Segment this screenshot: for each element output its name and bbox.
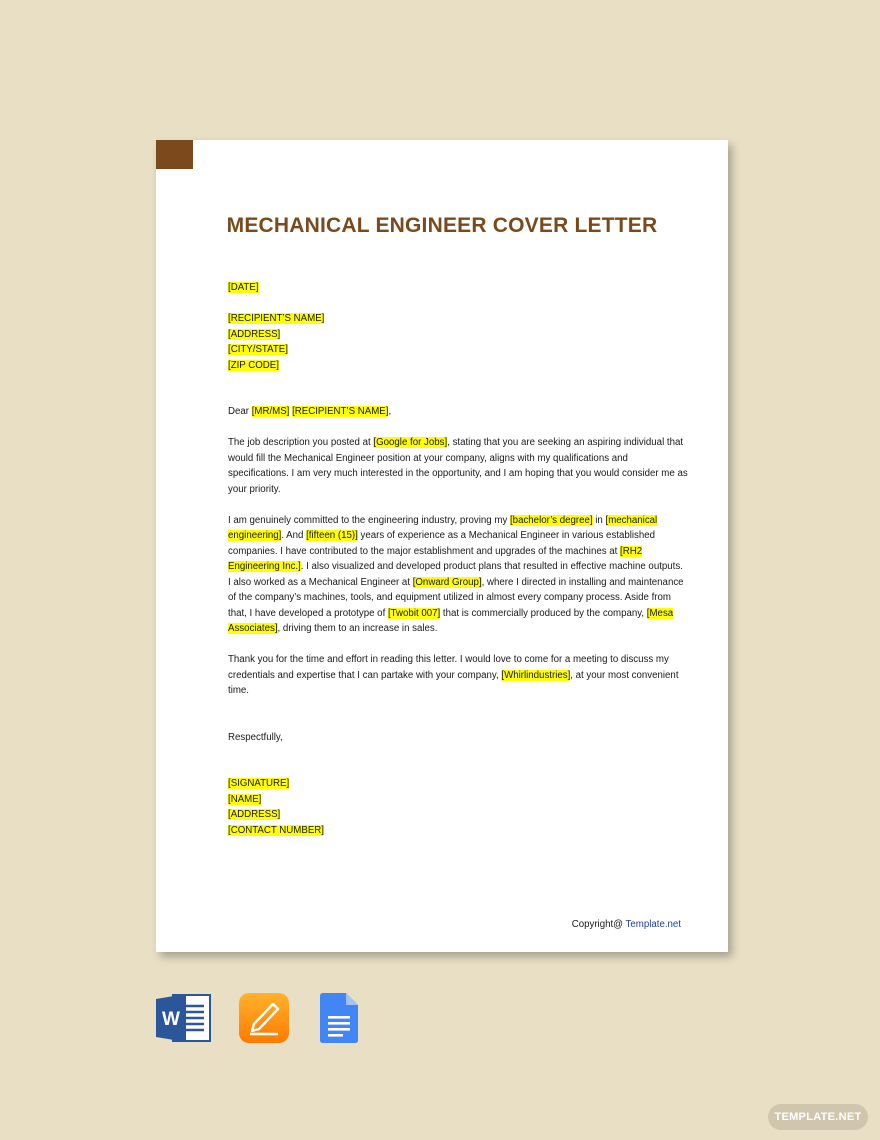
salutation: Dear [MR/MS] [RECIPIENT’S NAME],: [228, 406, 392, 417]
letter-body: [228, 280, 688, 838]
svg-text:W: W: [162, 1009, 180, 1030]
paragraph-1: The job description you posted at [Google for Jobs], stating that you are seeking an aspiring individual that would fill the Mechanical Engineer position at your company, aligns with my qualifications and specifications. I am very much interested in the opportunity, and I am hoping that you would consider me as your priority.: [228, 437, 688, 495]
corner-accent: [156, 140, 193, 169]
document-page: [156, 140, 728, 952]
recipient-zip-line: [228, 358, 688, 374]
sender-contact: [CONTACT NUMBER]: [228, 824, 324, 836]
recipient-zip: [ZIP CODE]: [228, 359, 279, 371]
closing: Respectfully,: [228, 731, 283, 743]
paragraph-3: Thank you for the time and effort in reading this letter. I would love to come for a meeting to discuss my credentials and expertise that I can partake with your company, [Whirlindustries], at your most convenient time.: [228, 654, 679, 696]
google-docs-icon[interactable]: [318, 992, 360, 1044]
date-placeholder: [DATE]: [228, 282, 259, 293]
signature-line: [228, 776, 688, 792]
sender-contact-line: [228, 823, 688, 839]
recipient-city: [CITY/STATE]: [228, 344, 288, 355]
copyright: Copyright@ Template.net: [571, 919, 681, 930]
watermark-badge: TEMPLATE.NET: [768, 1104, 868, 1130]
recipient-name: [RECIPIENT’S NAME]: [228, 313, 325, 324]
document-title: MECHANICAL ENGINEER COVER LETTER: [226, 214, 658, 237]
recipient-address-line: [228, 327, 688, 343]
paragraph-2: I am genuinely committed to the engineering industry, proving my [bachelor’s degree] in [mechanical engineering]. And [fifteen (15)] years of experience as a Mechanical Engineer in various established companies. I have contributed to the major establishment and upgrades of the machines at [RH2 Engineering Inc.]. I also visualized and developed product plans that resulted in effective machine outputs. I also worked as a Mechanical Engineer at [Onward Group], where I directed in installing and maintenance of the company’s machines, tools, and equipment utilized in almost every company process. Aside from that, I have developed a prototype of [Twobit 007] that is commercially produced by the company, [Mesa Associates], driving them to an increase in sales.: [228, 514, 684, 634]
sender-address: [ADDRESS]: [228, 809, 281, 820]
sender-name-line: [228, 792, 688, 808]
recipient-city-line: [228, 342, 688, 358]
sender-name: [NAME]: [228, 793, 262, 805]
recipient-address: [ADDRESS]: [228, 328, 281, 340]
recipient-name-line: [228, 311, 688, 327]
copyright-link[interactable]: Template.net: [625, 919, 681, 930]
salutation-title: [MR/MS]: [251, 406, 290, 417]
pages-icon[interactable]: [238, 992, 290, 1044]
sender-address-line: [228, 807, 688, 823]
signature-placeholder: [SIGNATURE]: [228, 778, 290, 789]
word-icon[interactable]: [156, 992, 212, 1044]
salutation-name: [RECIPIENT’S NAME]: [292, 406, 389, 417]
date-line: [228, 280, 688, 296]
